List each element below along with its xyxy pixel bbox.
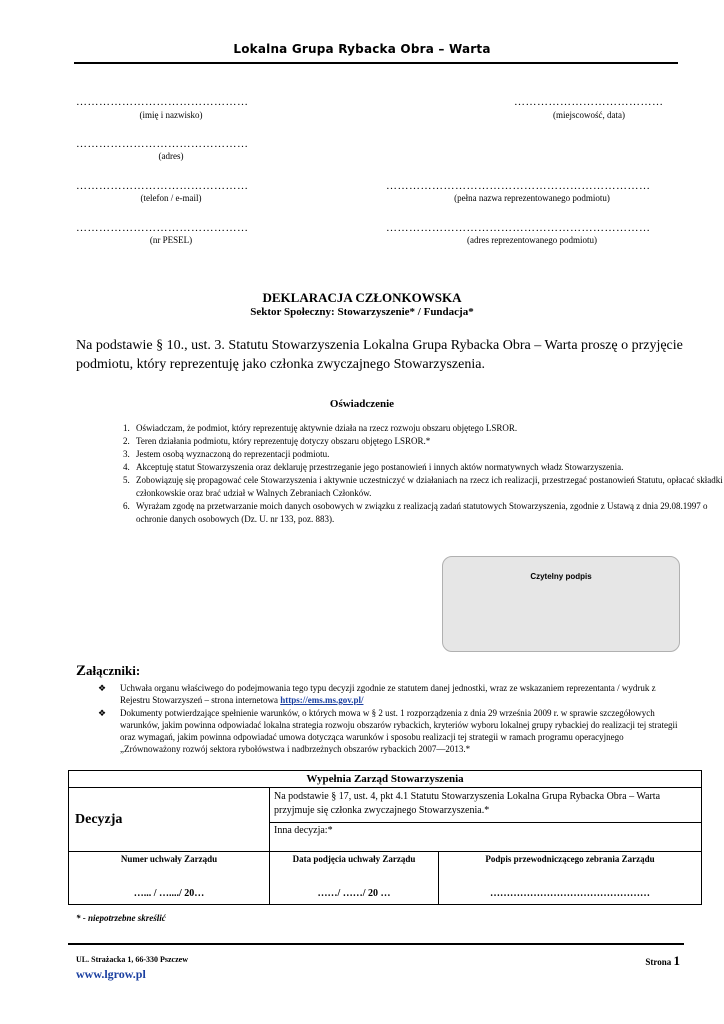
- chairman-signature-value: …………………………………………: [490, 888, 650, 899]
- statement-item: 1. Oświadczam, że podmiot, który reprezentuję aktywnie działa na rzecz rozwoju obszaru objętego LSROR.: [132, 422, 724, 435]
- diamond-bullet-icon: ❖: [98, 708, 107, 718]
- chairman-signature-cell[interactable]: [439, 852, 702, 905]
- signature-label: Czytelny podpis: [530, 572, 592, 581]
- chairman-signature-label: Podpis przewodniczącego zebrania Zarządu: [485, 854, 655, 864]
- place-date-caption: (miejscowość, data): [553, 110, 625, 120]
- document-header-title: Lokalna Grupa Rybacka Obra – Warta: [233, 42, 491, 56]
- entity-name-field-dots: ……………………………………………………………: [386, 180, 651, 192]
- address-field-dots: ………………………………………: [76, 138, 249, 150]
- resolution-number-value: …... / …..../ 20…: [133, 888, 205, 899]
- name-field-dots: ………………………………………: [76, 96, 249, 108]
- attachment-text: Dokumenty potwierdzające spełnienie warunków, o których mowa w § 2 ust. 1 rozporządzenia z dnia 29 września 2009 r. w sprawie szczegółowych warunków, jakim powinna odpowiadać lokalna strategia rozwoju obszarów rybackich, kryteriów wyboru lokalnej grupy rybackiej do realizacji tej strategii oraz wymagań, jakim powinna odpowiadać umowa dotycząca warunków i sposobu realizacji tej strategii w ramach programu operacyjnego „Zrównoważony rozwój sektora rybołówstwa i nadbrzeżnych obszarów rybackich 2007—2013.*: [120, 708, 678, 754]
- page-label: Strona: [645, 957, 672, 967]
- name-caption: (imię i nazwisko): [139, 110, 203, 120]
- decision-label: Decyzja: [69, 788, 270, 852]
- declaration-intro: Na podstawie § 10., ust. 3. Statutu Stowarzyszenia Lokalna Grupa Rybacka Obra – Warta proszę o przyjęcie podmiotu, który reprezentuję jako członka zwyczajnego Stowarzyszenia.: [76, 338, 683, 372]
- footnote: * - niepotrzebne skreślić: [76, 913, 166, 923]
- entity-address-caption: (adres reprezentowanego podmiotu): [467, 235, 597, 245]
- statement-item: 4. Akceptuję statut Stowarzyszenia oraz deklaruję przestrzeganie jego postanowień i innych aktów normatywnych władz Stowarzyszenia.: [132, 461, 724, 474]
- footer-address: UL. Strażacka 1, 66-330 Pszczew: [76, 955, 188, 964]
- page-indicator: [645, 953, 680, 969]
- other-decision-field[interactable]: Inna decyzja:*: [270, 823, 702, 852]
- resolution-date-cell[interactable]: [270, 852, 439, 905]
- board-decision-table: [68, 770, 702, 905]
- footer-website-link[interactable]: www.lgrow.pl: [76, 967, 146, 981]
- resolution-number-cell[interactable]: [69, 852, 270, 905]
- footer-divider: [68, 943, 684, 945]
- attachment-text: Uchwała organu właściwego do podejmowania tego typu decyzji zgodnie ze statutem danej jednostki, wraz ze wskazaniem reprezentanta / wydruk z Rejestru Stowarzyszeń – strona internetowa: [120, 683, 656, 705]
- entity-address-field-dots: ……………………………………………………………: [386, 222, 651, 234]
- attachments-title-initial: Z: [76, 663, 87, 679]
- attachments-title-rest: ałączniki:: [86, 663, 141, 678]
- attachment-item: [98, 707, 678, 755]
- address-caption: (adres): [158, 151, 184, 161]
- declaration-title: DEKLARACJA CZŁONKOWSKA: [262, 290, 462, 305]
- attachments-title: [76, 663, 140, 680]
- diamond-bullet-icon: ❖: [98, 683, 107, 693]
- registry-link[interactable]: https://ems.ms.gov.pl/: [280, 695, 364, 705]
- statement-item: 2. Teren działania podmiotu, który reprezentuję dotyczy obszaru objętego LSROR.*: [132, 435, 724, 448]
- resolution-date-label: Data podjęcia uchwały Zarządu: [292, 854, 416, 864]
- board-table-header: Wypełnia Zarząd Stowarzyszenia: [69, 771, 702, 788]
- pesel-field-dots: ………………………………………: [76, 222, 249, 234]
- attachment-item: [98, 682, 678, 706]
- phone-caption: (telefon / e-mail): [140, 193, 202, 203]
- resolution-number-label: Numer uchwały Zarządu: [120, 854, 218, 864]
- entity-name-caption: (pełna nazwa reprezentowanego podmiotu): [454, 193, 610, 203]
- resolution-date-value: ……/ ……/ 20 …: [317, 888, 391, 899]
- pesel-caption: (nr PESEL): [149, 235, 193, 245]
- signature-box[interactable]: [442, 556, 680, 652]
- statement-item: 3. Jestem osobą wyznaczoną do reprezentacji podmiotu.: [132, 448, 724, 461]
- statement-item: 5. Zobowiązuję się propagować cele Stowarzyszenia i aktywnie uczestniczyć w działaniach na rzecz ich realizacji, przestrzegać postanowień Statutu, opłacać składki członkowskie oraz brać udział w Walnych Zebraniach Członków.: [132, 474, 724, 500]
- phone-field-dots: ………………………………………: [76, 180, 249, 192]
- statements-list: [92, 422, 724, 526]
- declaration-subtitle: Sektor Społeczny: Stowarzyszenie* / Fundacja*: [250, 306, 474, 318]
- header-divider: [74, 62, 678, 64]
- attachments-list: [98, 682, 678, 756]
- statements-title: Oświadczenie: [329, 398, 395, 410]
- statement-item: 6. Wyrażam zgodę na przetwarzanie moich danych osobowych w związku z realizacją zadań statutowych Stowarzyszenia, zgodnie z Ustawą z dnia 29.08.1997 o ochronie danych osobowych (Dz. U. nr 133, poz. 883).: [132, 500, 724, 526]
- place-date-field-dots: …………………………………: [514, 96, 664, 108]
- decision-text: Na podstawie § 17, ust. 4, pkt 4.1 Statutu Stowarzyszenia Lokalna Grupa Rybacka Obra – Warta przyjmuje się członka zwyczajnego Stowarzyszenia.*: [270, 788, 702, 823]
- page-number: 1: [673, 953, 680, 968]
